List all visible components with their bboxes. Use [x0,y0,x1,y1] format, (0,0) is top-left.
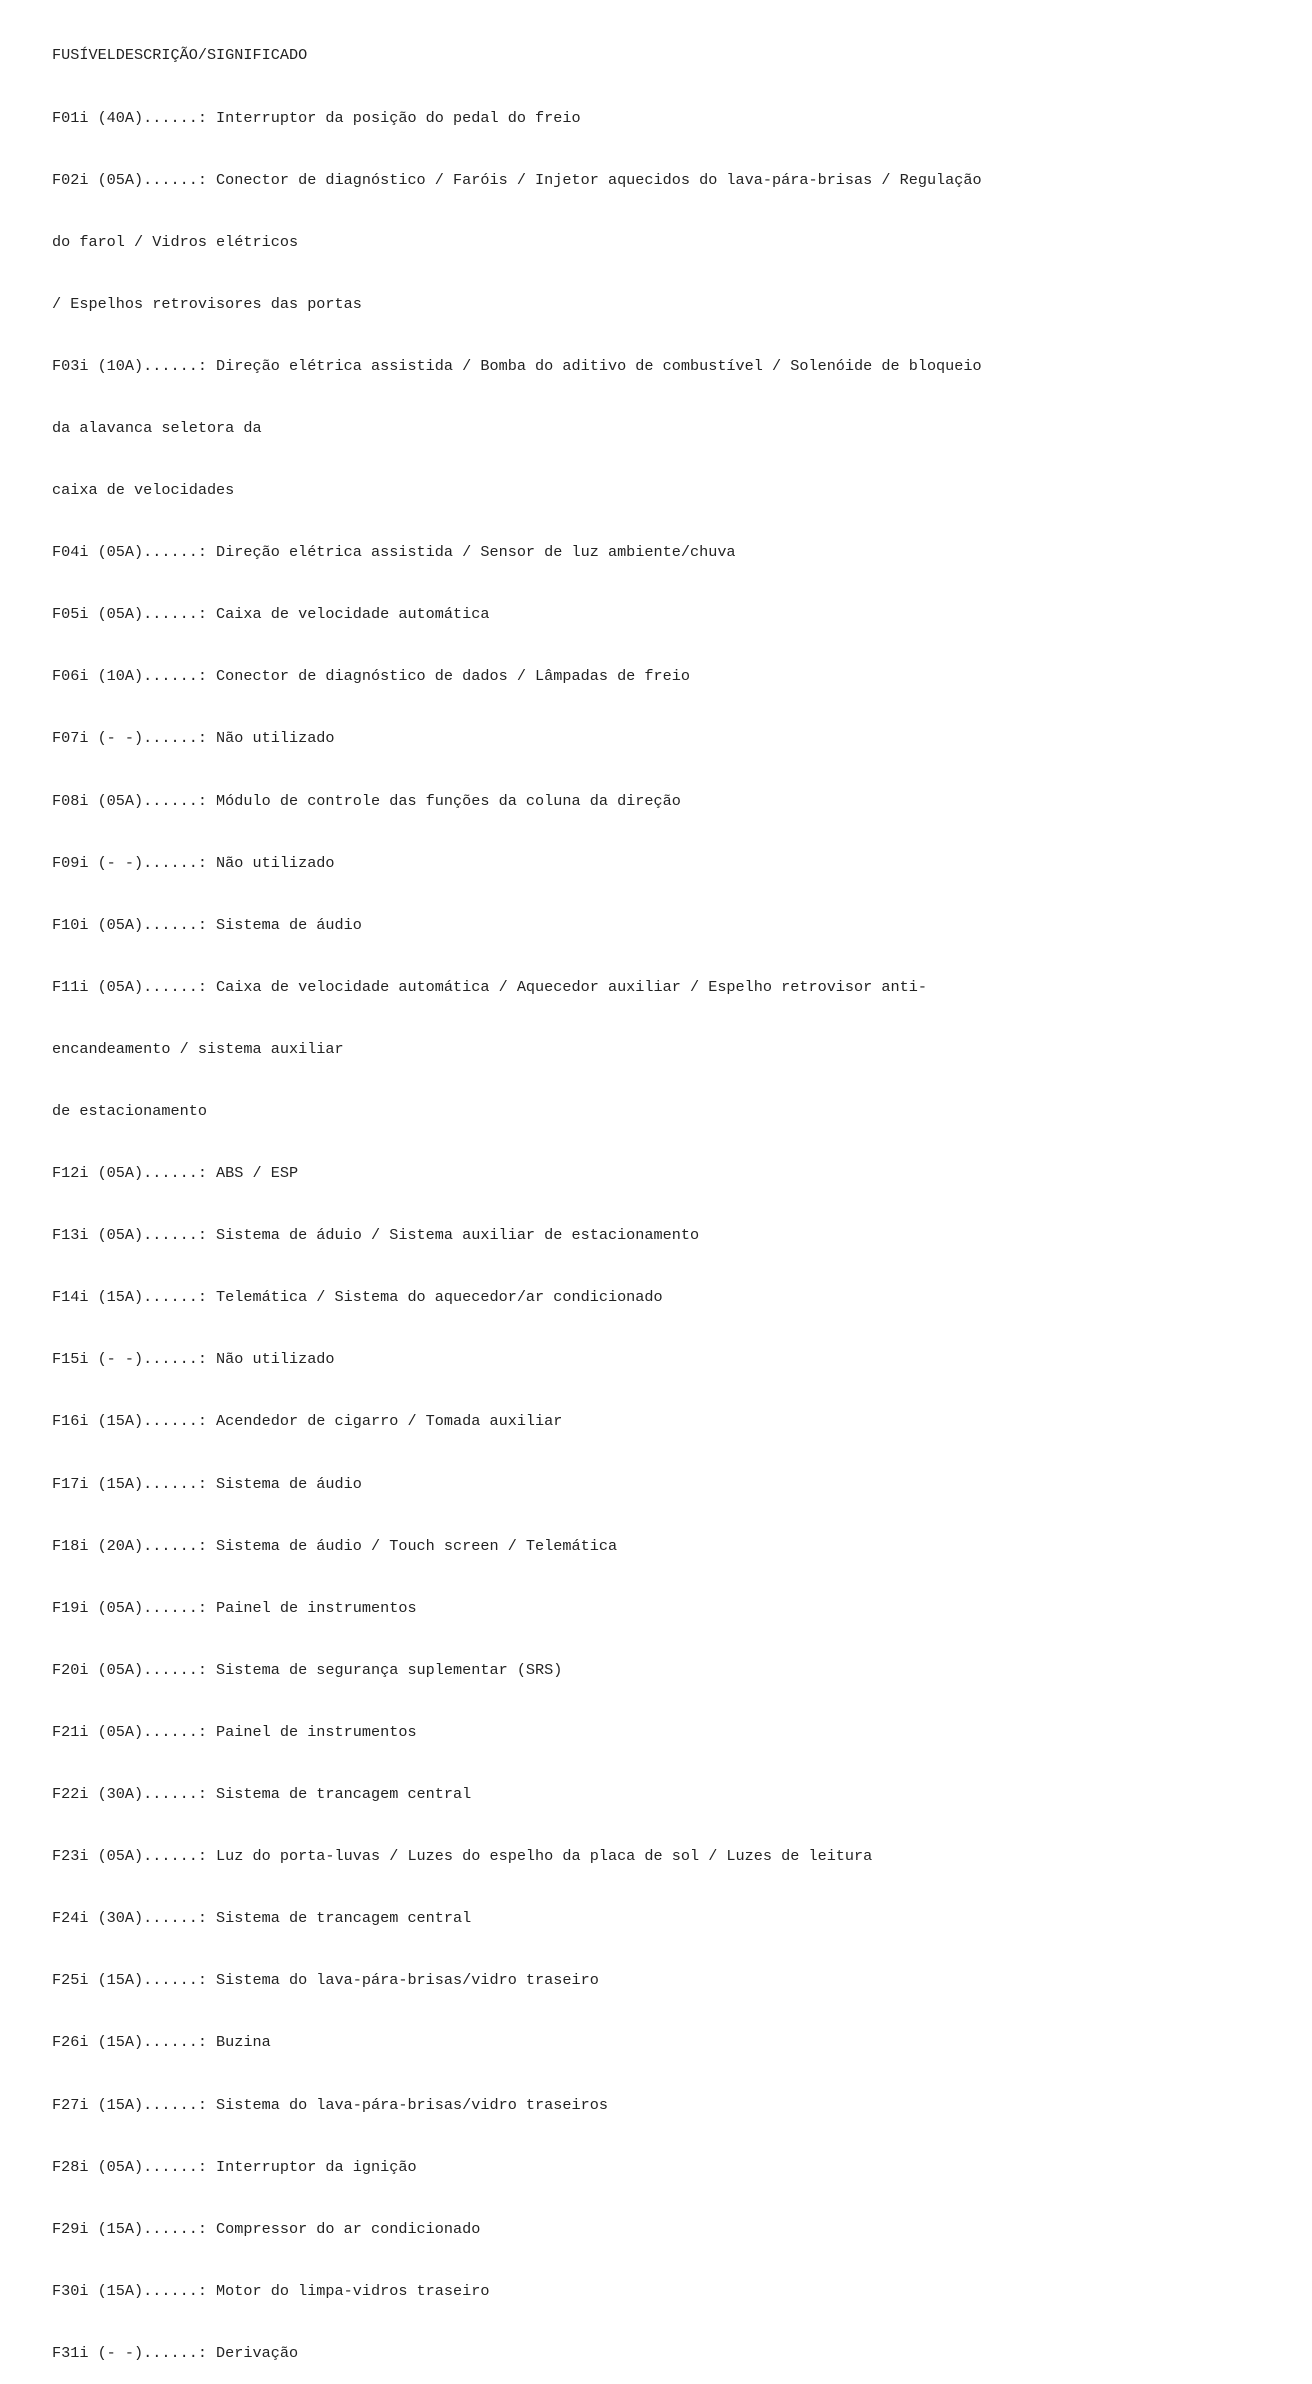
fuse-line-f06: F06i (10A)......: Conector de diagnóstico de dados / Lâmpadas de freio [52,667,690,686]
fuse-line-f24: F24i (30A)......: Sistema de trancagem central [52,1909,472,1928]
fuse-line-f13: F13i (05A)......: Sistema de áduio / Sistema auxiliar de estacionamento [52,1226,700,1245]
fuse-line-f11: F11i (05A)......: Caixa de velocidade automática / Aquecedor auxiliar / Espelho retrovisor anti- [52,977,927,996]
fuse-line-f02-cont-1: do farol / Vidros elétricos [52,232,299,251]
fuse-line-f23: F23i (05A)......: Luz do porta-luvas / Luzes do espelho da placa de sol / Luzes de leitura [52,1847,873,1866]
fuse-line-f29: F29i (15A)......: Compressor do ar condicionado [52,2219,481,2238]
fuse-line-f11-cont-2: de estacionamento [52,1102,207,1120]
fuse-line-f02: F02i (05A)......: Conector de diagnóstico / Faróis / Injetor aquecidos do lava-pára-brisas / Regulação [52,170,982,189]
fuse-line-f10: F10i (05A)......: Sistema de áudio [52,915,362,934]
fuse-line-f05: F05i (05A)......: Caixa de velocidade automática [52,605,490,624]
fuse-line-f21: F21i (05A)......: Painel de instrumentos [52,1722,417,1741]
fuse-line-f16: F16i (15A)......: Acendedor de cigarro / Tomada auxiliar [52,1412,563,1431]
fuse-line-f19: F19i (05A)......: Painel de instrumentos [52,1598,417,1617]
fuse-line-f01: F01i (40A)......: Interruptor da posição do pedal do freio [52,108,581,127]
fuse-line-f30: F30i (15A)......: Motor do limpa-vidros traseiro [52,2281,490,2300]
fuse-line-f03-cont-2: caixa de velocidades [52,481,235,500]
fuse-line-f12: F12i (05A)......: ABS / ESP [52,1164,299,1183]
fuse-line-f18: F18i (20A)......: Sistema de áudio / Touch screen / Telemática [52,1536,618,1555]
fuse-line-f09: F09i (- -)......: Não utilizado [52,853,335,872]
fuse-line-f04: F04i (05A)......: Direção elétrica assistida / Sensor de luz ambiente/chuva [52,543,736,562]
fuse-line-f26: F26i (15A)......: Buzina [52,2033,271,2052]
fuse-line-f02-cont-2: / Espelhos retrovisores das portas [52,294,362,313]
fuse-list-document [52,4,1302,2384]
fuse-line-f15: F15i (- -)......: Não utilizado [52,1350,335,1369]
fuse-line-f14: F14i (15A)......: Telemática / Sistema do aquecedor/ar condicionado [52,1288,663,1307]
fuse-line-f28: F28i (05A)......: Interruptor da ignição [52,2157,417,2176]
fuse-line-f07: F07i (- -)......: Não utilizado [52,729,335,748]
fuse-line-f27: F27i (15A)......: Sistema do lava-pára-brisas/vidro traseiros [52,2095,608,2114]
fuse-line-f11-cont-1: encandeamento / sistema auxiliar [52,1039,344,1058]
fuse-line-f20: F20i (05A)......: Sistema de segurança suplementar (SRS) [52,1660,563,1679]
fuse-line-f17: F17i (15A)......: Sistema de áudio [52,1474,362,1493]
fuse-line-f08: F08i (05A)......: Módulo de controle das funções da coluna da direção [52,791,681,810]
header-line: FUSÍVELDESCRIÇÃO/SIGNIFICADO [52,46,308,65]
fuse-line-f31: F31i (- -)......: Derivação [52,2343,299,2362]
fuse-line-f03-cont-1: da alavanca seletora da [52,418,262,437]
fuse-line-f03: F03i (10A)......: Direção elétrica assistida / Bomba do aditivo de combustível / Solenóide de bloqueio [52,356,982,375]
fuse-line-f22: F22i (30A)......: Sistema de trancagem central [52,1785,472,1804]
fuse-line-f25: F25i (15A)......: Sistema do lava-pára-brisas/vidro traseiro [52,1971,599,1990]
